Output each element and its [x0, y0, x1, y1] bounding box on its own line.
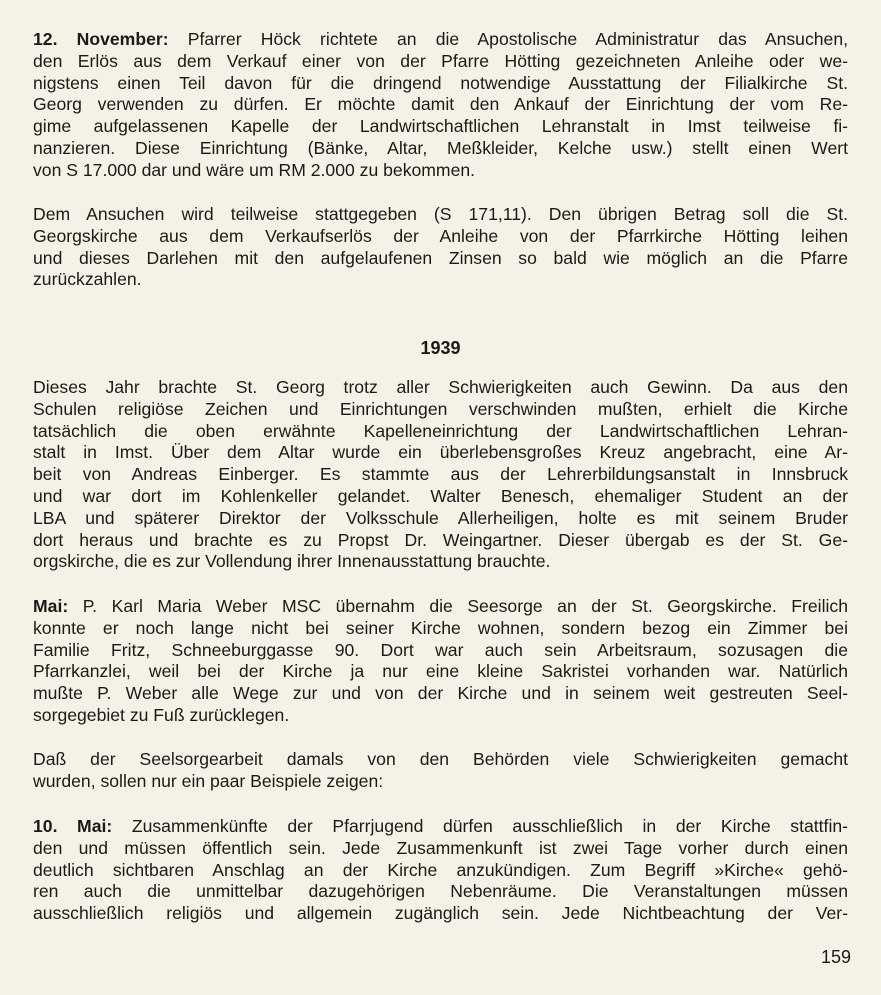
page-number: 159: [820, 947, 851, 967]
paragraph-ansuchen: [33, 204, 848, 291]
paragraph-line: LBA und späterer Direktor der Volksschule Allerheiligen, holte es mit seinem Bruder: [33, 507, 848, 528]
paragraph-line: und dieses Darlehen mit den aufgelaufenen Zinsen so bald wie möglich an die Pfarre: [33, 247, 848, 268]
paragraph-line: konnte er noch lange nicht bei seiner Kirche wohnen, sondern bezog ein Zimmer bei: [33, 617, 848, 638]
paragraph-1939: [33, 377, 848, 573]
paragraph-line: Schulen religiöse Zeichen und Einrichtungen verschwinden mußten, erhielt die Kirche: [33, 398, 848, 419]
paragraph-line: Familie Fritz, Schneeburggasse 90. Dort war auch sein Arbeitsraum, sozusagen die: [33, 639, 848, 660]
paragraph-line: dort heraus und brachte es zu Propst Dr. Weingartner. Dieser übergab es der St. Ge-: [33, 529, 848, 550]
paragraph-line: sorgegebiet zu Fuß zurücklegen.: [33, 704, 290, 725]
paragraph-line: stalt in Imst. Über dem Altar wurde ein überlebensgroßes Kreuz angebracht, eine Ar-: [33, 442, 848, 463]
paragraph-line: den und müssen öffentlich sein. Jede Zusammenkunft ist zwei Tage vorher durch einen: [33, 837, 848, 858]
paragraph-line: ren auch die unmittelbar dazugehörigen Nebenräume. Die Veranstaltungen müssen: [33, 881, 848, 902]
paragraph-line: 12. November: Pfarrer Höck richtete an die Apostolische Administratur das Ansuchen,: [33, 29, 848, 49]
paragraph-line: zurückzahlen.: [33, 269, 142, 290]
year-heading: 1939: [420, 338, 461, 358]
paragraph-line: Mai: P. Karl Maria Weber MSC übernahm die Seesorge an der St. Georgskirche. Freilich: [33, 596, 848, 616]
paragraph-line: deutlich sichtbaren Anschlag an der Kirche anzukündigen. Zum Begriff »Kirche« gehö-: [33, 859, 848, 880]
paragraph-schwierigkeiten: [33, 749, 848, 793]
paragraph-10-mai: [33, 816, 848, 925]
paragraph-mai: [33, 596, 848, 727]
paragraph-line: und war dort im Kohlenkeller gelandet. Walter Benesch, ehemaliger Student an der: [33, 485, 848, 506]
paragraph-line: mußte P. Weber alle Wege zur und von der Kirche und in seinem weit gestreuten Seel-: [33, 683, 848, 704]
paragraph-line: Dem Ansuchen wird teilweise stattgegeben (S 171,11). Den übrigen Betrag soll die St.: [33, 204, 848, 224]
paragraph-line: Georgskirche aus dem Verkaufserlös der Anleihe von der Pfarrkirche Hötting leihen: [33, 225, 848, 246]
paragraph-12-november: [33, 29, 848, 182]
date-lead: Mai:: [33, 596, 69, 616]
paragraph-line: den Erlös aus dem Verkauf einer von der Pfarre Hötting gezeichneten Anleihe oder we-: [33, 50, 848, 71]
paragraph-line: 10. Mai: Zusammenkünfte der Pfarrjugend dürfen ausschließlich in der Kirche stattfin-: [33, 816, 848, 836]
paragraph-line: tatsächlich die oben erwähnte Kapelleneinrichtung der Landwirtschaftlichen Lehran-: [33, 420, 848, 441]
date-lead: 10. Mai:: [33, 816, 113, 836]
paragraph-line: Georg verwenden zu dürfen. Er möchte damit den Ankauf der Einrichtung der vom Re-: [33, 94, 848, 115]
paragraph-line: nigstens einen Teil davon für die dringend notwendige Ausstattung der Filialkirche St.: [33, 72, 848, 93]
date-lead: 12. November:: [33, 29, 169, 49]
paragraph-line: Dieses Jahr brachte St. Georg trotz aller Schwierigkeiten auch Gewinn. Da aus den: [33, 377, 848, 397]
paragraph-line: gime aufgelassenen Kapelle der Landwirtschaftlichen Lehranstalt in Imst teilweise fi-: [33, 116, 848, 137]
paragraph-line: orgskirche, die es zur Vollendung ihrer Innenausstattung brauchte.: [33, 551, 551, 572]
paragraph-line: ausschließlich religiös und allgemein zugänglich sein. Jede Nichtbeachtung der Ver-: [33, 903, 848, 924]
paragraph-line: nanzieren. Diese Einrichtung (Bänke, Altar, Meßkleider, Kelche usw.) stellt einen Wert: [33, 137, 848, 158]
paragraph-line: von S 17.000 dar und wäre um RM 2.000 zu bekommen.: [33, 159, 476, 180]
paragraph-line: Pfarrkanzlei, weil bei der Kirche ja nur eine kleine Sakristei vorhanden war. Natürlich: [33, 661, 848, 682]
paragraph-line: Daß der Seelsorgearbeit damals von den Behörden viele Schwierigkeiten gemacht: [33, 749, 848, 769]
paragraph-line: wurden, sollen nur ein paar Beispiele zeigen:: [33, 770, 384, 791]
paragraph-line: beit von Andreas Einberger. Es stammte aus der Lehrerbildungsanstalt in Innsbruck: [33, 464, 848, 485]
